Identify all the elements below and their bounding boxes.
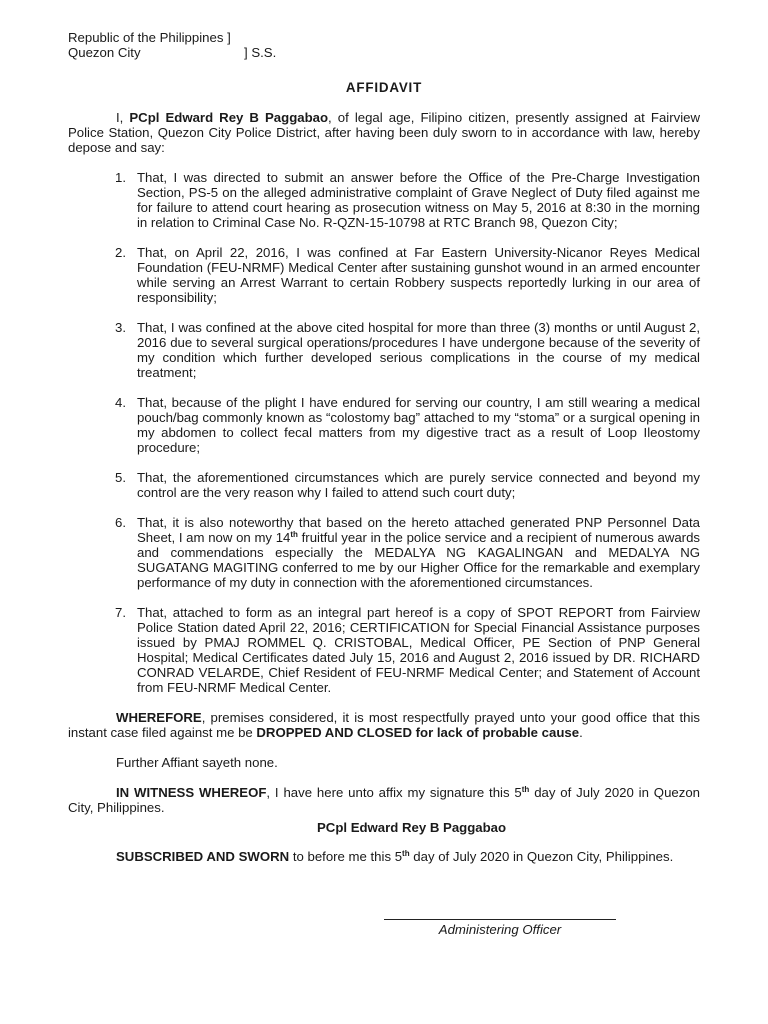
wherefore-text: , premises considered, it is most respectfully prayed unto your good office that this instant case filed against me be bbox=[68, 710, 700, 740]
wherefore-lead: WHEREFORE bbox=[116, 710, 202, 725]
wherefore-paragraph bbox=[68, 710, 700, 740]
intro-paragraph bbox=[68, 110, 700, 155]
affidavit-page bbox=[68, 30, 700, 815]
signature-line bbox=[384, 919, 616, 920]
item-text: That, attached to form as an integral part hereof is a copy of SPOT REPORT from Fairview Police Station dated April 22, 2016; CERTIFICATION for Special Financial Assistance purposes issued by PMAJ ROMMEL Q. CRISTOBAL, Medical Officer, PE Section of PNP General Hospital; Medical Certificates dated July 15, 2016 and August 2, 2016 issued by DR. RICHARD CONRAD VELARDE, Chief Resident of FEU-NRMF Medical Center; and Statement of Account from FEU-NRMF Medical Center. bbox=[137, 605, 700, 695]
ordinal-suffix: th bbox=[521, 785, 530, 794]
item-number: 6. bbox=[115, 515, 126, 530]
intro-pre: I, bbox=[116, 110, 130, 125]
list-item bbox=[68, 320, 700, 380]
ordinal-suffix: th bbox=[402, 849, 410, 858]
witness-post: day of July 2020 in Quezon City, Philippines. bbox=[68, 785, 700, 815]
venue-block bbox=[68, 30, 700, 60]
item-text: That, I was directed to submit an answer before the Office of the Pre-Charge Investigation Section, PS-5 on the alleged administrative complaint of Grave Neglect of Duty filed against me for failure to attend court hearing as prosecution witness on May 5, 2016 at 8:30 in the morning in relation to Criminal Case No. R-QZN-15-10798 at RTC Branch 98, Quezon City; bbox=[137, 170, 700, 230]
list-item bbox=[68, 395, 700, 455]
witness-paragraph bbox=[68, 785, 700, 815]
list-item bbox=[68, 515, 700, 590]
list-item bbox=[68, 470, 700, 500]
venue-republic: Republic of the Philippines ] bbox=[68, 30, 231, 45]
subscribed-post: day of July 2020 in Quezon City, Philippines. bbox=[409, 849, 674, 864]
subscribed-pre: to before me this 5 bbox=[289, 849, 403, 864]
item-text-pre: That, it is also noteworthy that based on the hereto attached generated PNP Personnel Data Sheet, I am now on my 14 bbox=[137, 515, 700, 545]
item-text: That, on April 22, 2016, I was confined at Far Eastern University-Nicanor Reyes Medical Foundation (FEU-NRMF) Medical Center after sustaining gunshot wound in an armed encounter while serving an Arrest Warrant to certain Robbery suspects reportedly lurking in our area of responsibility; bbox=[137, 245, 700, 305]
subscribed-paragraph bbox=[68, 849, 700, 864]
wherefore-prayer: DROPPED AND CLOSED for lack of probable cause bbox=[256, 725, 580, 740]
item-number: 2. bbox=[115, 245, 126, 260]
venue-ss: ] S.S. bbox=[244, 45, 277, 60]
venue-city: Quezon City bbox=[68, 45, 141, 60]
document-title: AFFIDAVIT bbox=[345, 80, 423, 95]
item-number: 1. bbox=[115, 170, 126, 185]
intro-post: , of legal age, Filipino citizen, presently assigned at Fairview Police Station, Quezon City Police District, after having been duly sworn to in accordance with law, hereby depose and say: bbox=[68, 110, 700, 155]
witness-pre: , I have here unto affix my signature this 5 bbox=[266, 785, 522, 800]
item-number: 7. bbox=[115, 605, 126, 620]
affiant-name: PCpl Edward Rey B Paggabao bbox=[129, 110, 329, 125]
item-text: That, I was confined at the above cited hospital for more than three (3) months or until August 2, 2016 due to several surgical operations/procedures I have undergone because of the severity of my condition which further developed serious complications in the course of my medical treatment; bbox=[137, 320, 700, 380]
item-text: That, because of the plight I have endured for serving our country, I am still wearing a medical pouch/bag commonly known as “colostomy bag” attached to my “stoma” or a surgical opening in my abdomen to collect fecal matters from my digestive tract as a result of Loop Ileostomy procedure; bbox=[137, 395, 700, 455]
item-text bbox=[137, 515, 700, 590]
list-item bbox=[68, 605, 700, 695]
subscribed-lead: SUBSCRIBED AND SWORN bbox=[116, 849, 290, 864]
item-text: That, the aforementioned circumstances which are purely service connected and beyond my control are the very reason why I failed to attend such court duty; bbox=[137, 470, 700, 500]
witness-lead: IN WITNESS WHEREOF bbox=[116, 785, 267, 800]
ordinal-suffix: th bbox=[290, 530, 298, 539]
list-item bbox=[68, 245, 700, 305]
administering-officer-label: Administering Officer bbox=[438, 922, 562, 937]
item-number: 5. bbox=[115, 470, 126, 485]
statement-list bbox=[68, 170, 700, 695]
wherefore-end: . bbox=[579, 725, 583, 740]
further-affiant: Further Affiant sayeth none. bbox=[116, 755, 278, 770]
item-number: 3. bbox=[115, 320, 126, 335]
list-item bbox=[68, 170, 700, 230]
item-text-post: fruitful year in the police service and a recipient of numerous awards and commendations especially the MEDALYA NG KAGALINGAN and MEDALYA NG SUGATANG MAGITING conferred to me by our Higher Office for the remarkable and exemplary performance of my duty in connection with the aforementioned circumstances. bbox=[137, 530, 700, 590]
item-number: 4. bbox=[115, 395, 126, 410]
signer-name: PCpl Edward Rey B Paggabao bbox=[317, 820, 507, 835]
